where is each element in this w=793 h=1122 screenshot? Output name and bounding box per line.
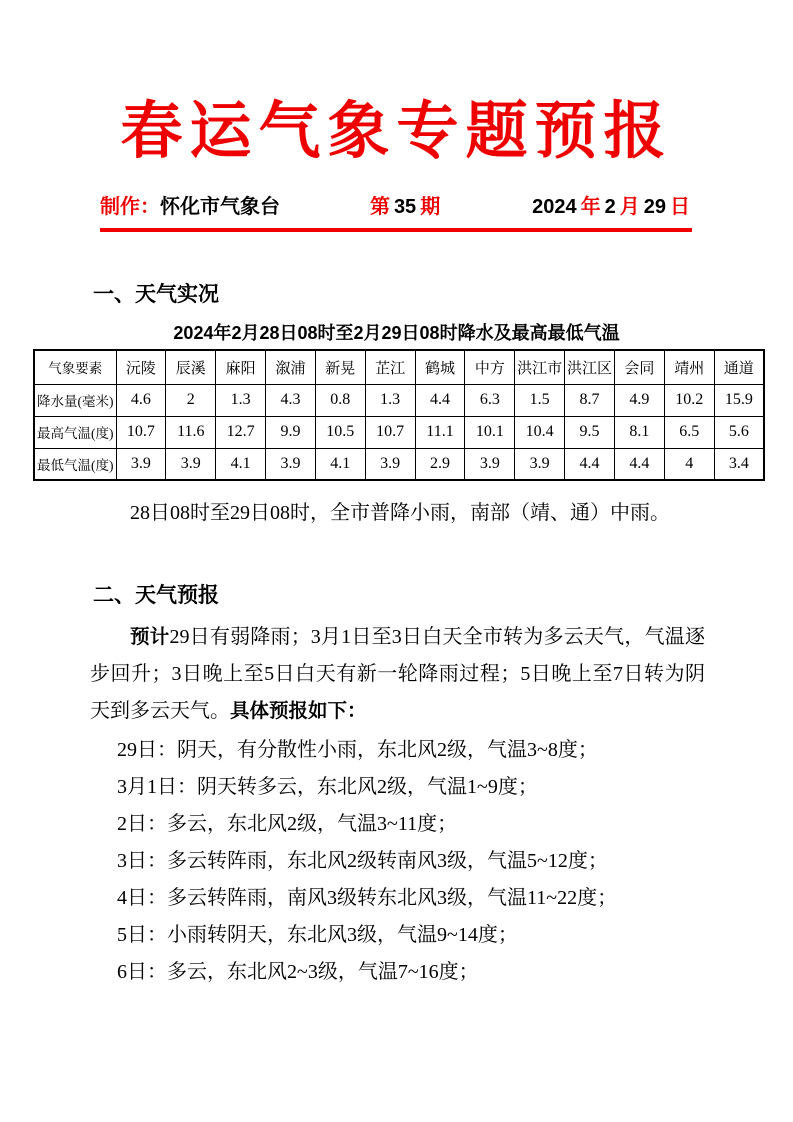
- date-year: 2024: [532, 196, 577, 218]
- table-header-cell: 溆浦: [266, 350, 316, 384]
- table-cell: 9.9: [266, 416, 316, 448]
- table-header-cell: 洪江市: [515, 350, 565, 384]
- table-cell: 6.3: [465, 384, 515, 416]
- table-header-row: [34, 350, 764, 384]
- table-header-cell: 气象要素: [34, 350, 116, 384]
- table-cell: 2: [166, 384, 216, 416]
- table-header-cell: 通道: [714, 350, 764, 384]
- forecast-intro-tail: 具体预报如下：: [230, 700, 367, 722]
- header-meta: [100, 194, 692, 220]
- table-cell: 3.9: [515, 448, 565, 480]
- table-header-cell: 辰溪: [166, 350, 216, 384]
- producer-name: 怀化市气象台: [160, 196, 280, 218]
- section-forecast: [0, 583, 793, 991]
- table-cell: 6.5: [664, 416, 714, 448]
- table-cell: 10.1: [465, 416, 515, 448]
- table-cell: 4.4: [565, 448, 615, 480]
- table-cell: 11.1: [415, 416, 465, 448]
- table-cell: 10.7: [365, 416, 415, 448]
- table-row-precipitation: [34, 384, 764, 416]
- forecast-line-mar1: 3月1日：阴天转多云，东北风2级，气温1~9度；: [117, 776, 538, 798]
- table-cell: 10.5: [315, 416, 365, 448]
- table-cell: 1.5: [515, 384, 565, 416]
- section2-heading: 二、天气预报: [93, 584, 219, 607]
- table-cell: 10.4: [515, 416, 565, 448]
- table-row-min-temp: [34, 448, 764, 480]
- forecast-intro-body: 29日有弱降雨；3月1日至3日白天全市转为多云天气，气温逐步回升；3日晚上至5日白天有新一轮降雨过程；5日晚上至7日转为阴天到多云天气。: [90, 626, 705, 722]
- producer-info: [100, 194, 280, 220]
- header-divider: [100, 228, 692, 232]
- table-cell: 0.8: [315, 384, 365, 416]
- date-year-unit: 年: [580, 196, 601, 218]
- forecast-intro-lead: 预计: [130, 626, 170, 648]
- row-label: 降水量(毫米): [34, 384, 116, 416]
- forecast-line-mar2: 2日：多云，东北风2级，气温3~11度；: [117, 813, 458, 835]
- table-cell: 3.9: [365, 448, 415, 480]
- row-label: 最低气温(度): [34, 448, 116, 480]
- table-cell: 4.4: [415, 384, 465, 416]
- page-title: 春运气象专题预报: [120, 98, 673, 166]
- table-cell: 5.6: [714, 416, 764, 448]
- forecast-line-mar3: 3日：多云转阵雨，东北风2级转南风3级，气温5~12度；: [117, 850, 608, 872]
- table-cell: 10.2: [664, 384, 714, 416]
- table-header-cell: 新晃: [315, 350, 365, 384]
- table-cell: 3.9: [116, 448, 166, 480]
- table-cell: 12.7: [216, 416, 266, 448]
- table-header-cell: 芷江: [365, 350, 415, 384]
- weather-table-caption: 2024年2月28日08时至2月29日08时降水及最高最低气温: [173, 323, 620, 343]
- table-header-cell: 洪江区: [565, 350, 615, 384]
- table-cell: 3.9: [266, 448, 316, 480]
- forecast-line-mar5: 5日：小雨转阴天，东北风3级，气温9~14度；: [117, 924, 518, 946]
- table-cell: 2.9: [415, 448, 465, 480]
- forecast-intro-paragraph: [90, 619, 705, 730]
- issue-number: [368, 194, 442, 220]
- forecast-line-mar6: 6日：多云，东北风2~3级，气温7~16度；: [117, 961, 479, 983]
- date-month: 2: [604, 196, 616, 218]
- date-month-unit: 月: [619, 196, 640, 218]
- table-cell: 3.4: [714, 448, 764, 480]
- table-header-cell: 鹤城: [415, 350, 465, 384]
- date-day-unit: 日: [670, 196, 690, 218]
- forecast-line-day29: 29日：阴天，有分散性小雨，东北风2级，气温3~8度；: [117, 739, 598, 761]
- issue-value: 35: [393, 196, 417, 218]
- table-cell: 4.6: [116, 384, 166, 416]
- table-cell: 9.5: [565, 416, 615, 448]
- issue-prefix: 第: [369, 196, 390, 218]
- table-cell: 4.3: [266, 384, 316, 416]
- table-row-max-temp: [34, 416, 764, 448]
- table-cell: 8.1: [614, 416, 664, 448]
- forecast-line-mar4: 4日：多云转阵雨，南风3级转东北风3级，气温11~22度；: [117, 887, 618, 909]
- section1-heading: 一、天气实况: [93, 283, 219, 306]
- producer-label: 制作：: [100, 196, 160, 218]
- table-header-cell: 沅陵: [116, 350, 166, 384]
- table-cell: 3.9: [465, 448, 515, 480]
- daily-forecast-list: [117, 732, 705, 991]
- table-header-cell: 会同: [614, 350, 664, 384]
- table-header-cell: 麻阳: [216, 350, 266, 384]
- table-cell: 15.9: [714, 384, 764, 416]
- date-day: 29: [643, 196, 666, 218]
- table-cell: 4: [664, 448, 714, 480]
- table-cell: 4.4: [614, 448, 664, 480]
- table-cell: 1.3: [365, 384, 415, 416]
- table-cell: 8.7: [565, 384, 615, 416]
- table-cell: 10.7: [116, 416, 166, 448]
- table-cell: 1.3: [216, 384, 266, 416]
- table-cell: 11.6: [166, 416, 216, 448]
- issue-suffix: 期: [420, 196, 441, 218]
- table-header-cell: 中方: [465, 350, 515, 384]
- section-weather-actual: [0, 282, 793, 533]
- table-cell: 4.1: [315, 448, 365, 480]
- table-cell: 3.9: [166, 448, 216, 480]
- row-label: 最高气温(度): [34, 416, 116, 448]
- table-cell: 4.9: [614, 384, 664, 416]
- weather-table: [33, 349, 765, 481]
- table-cell: 4.1: [216, 448, 266, 480]
- weather-summary-paragraph: 28日08时至29日08时，全市普降小雨，南部（靖、通）中雨。: [130, 502, 670, 524]
- table-header-cell: 靖州: [664, 350, 714, 384]
- issue-date: [530, 194, 692, 220]
